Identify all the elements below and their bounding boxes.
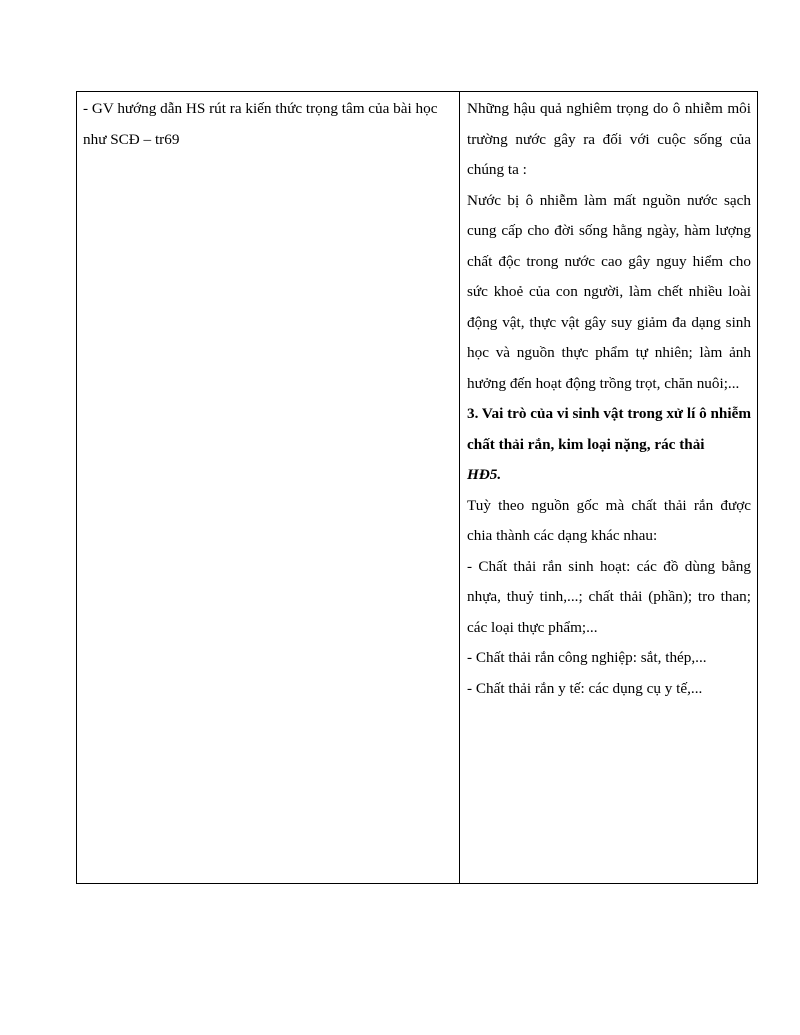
content-cell-body xyxy=(460,92,757,704)
teacher-activity-content xyxy=(77,92,459,155)
teacher-activity-cell xyxy=(77,92,460,884)
list-item: - Chất thải rắn công nghiệp: sắt, thép,... xyxy=(467,649,707,666)
consequences-intro: Những hậu quả nghiêm trọng do ô nhiễm môi trường nước gây ra đối với cuộc sống của chúng ta : xyxy=(467,100,751,178)
activity-label: HĐ5. xyxy=(467,466,502,483)
classification-intro: Tuỳ theo nguồn gốc mà chất thải rắn được chia thành các dạng khác nhau: xyxy=(467,496,751,544)
consequences-paragraph: Nước bị ô nhiễm làm mất nguồn nước sạch cung cấp cho đời sống hằng ngày, hàm lượng chất độc trong nước cao gây nguy hiểm cho sức khoẻ của con người, làm chết nhiều loài động vật, thực vật gây suy giảm đa dạng sinh học và nguồn thực phẩm tự nhiên; làm ảnh hưởng đến hoạt động trồng trọt, chăn nuôi;... xyxy=(467,191,751,392)
list-item: - Chất thải rắn sinh hoạt: các đồ dùng bằng nhựa, thuỷ tinh,...; chất thải (phần); tro than; các loại thực phẩm;... xyxy=(467,557,751,636)
list-item: - Chất thải rắn y tế: các dụng cụ y tế,... xyxy=(467,679,703,697)
content-table xyxy=(76,91,758,884)
section-heading: 3. Vai trò của vi sinh vật trong xử lí ô nhiễm chất thải rắn, kim loại nặng, rác thải xyxy=(467,405,751,453)
table-row xyxy=(77,92,758,884)
content-cell xyxy=(460,92,758,884)
teacher-instruction: - GV hướng dẫn HS rút ra kiến thức trọng tâm của bài học như SCĐ – tr69 xyxy=(83,100,438,148)
